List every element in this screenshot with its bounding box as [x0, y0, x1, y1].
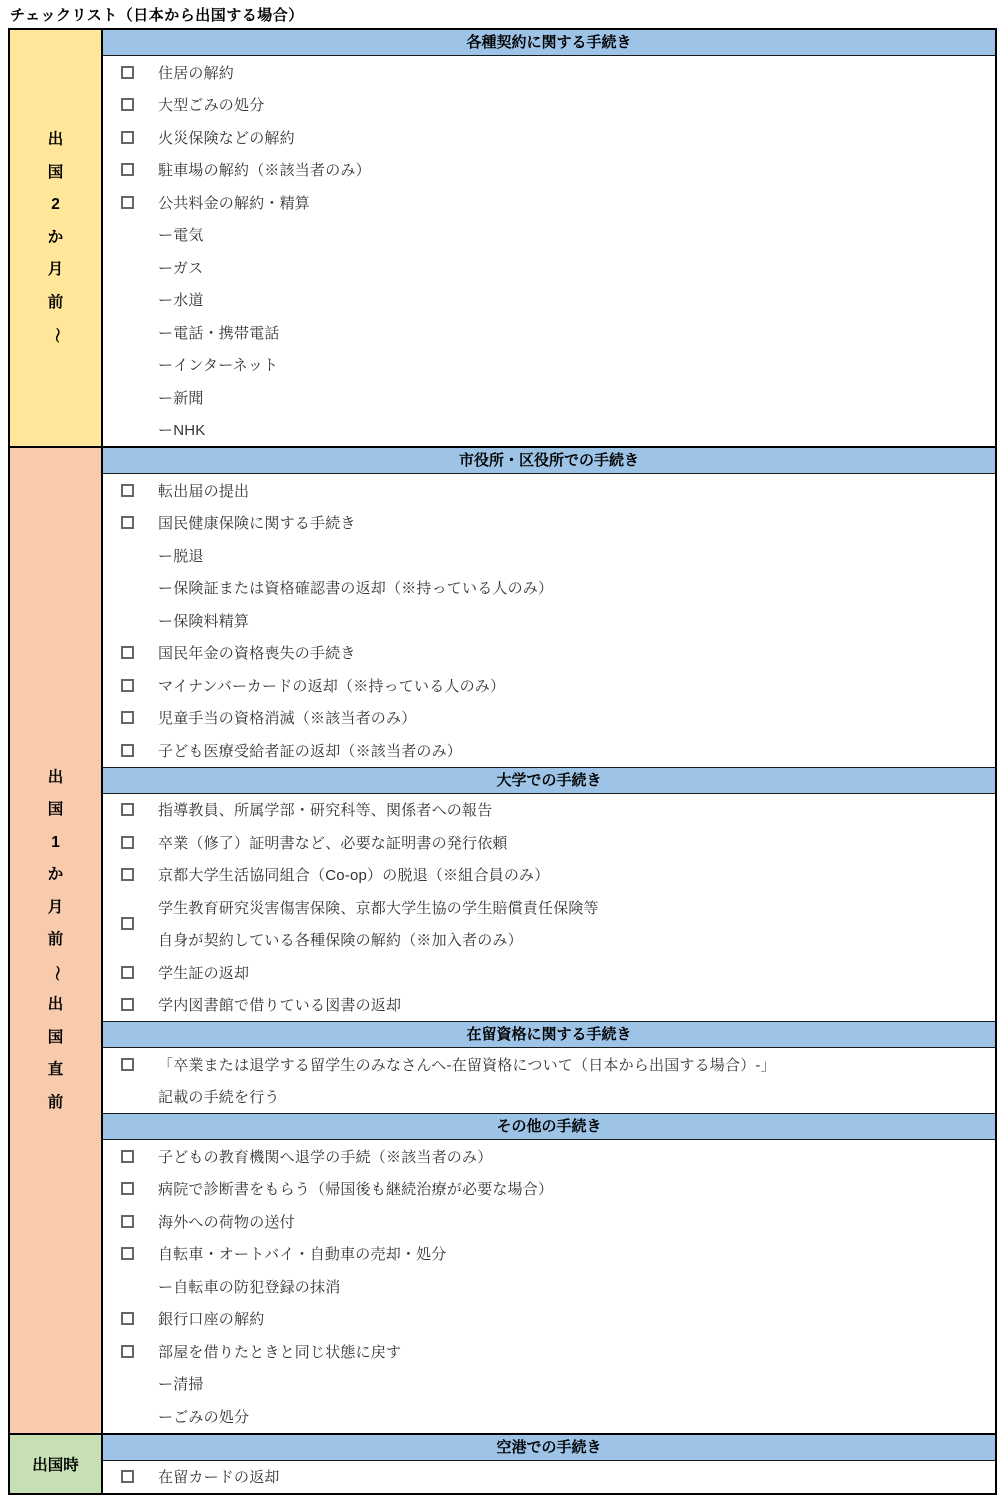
wave-dash-char: 〜 — [47, 964, 65, 981]
sub-item — [103, 539, 995, 572]
checkbox[interactable] — [121, 1215, 134, 1228]
period-char: 月 — [47, 261, 64, 279]
period-section-one-month-before — [10, 446, 995, 1433]
checklist-item — [103, 956, 995, 989]
checklist-item — [103, 702, 995, 735]
period-char: 月 — [47, 898, 64, 916]
period-char: 出 — [47, 996, 64, 1013]
checklist-item-multiline — [103, 1048, 995, 1113]
sub-item-label: ーガス — [158, 259, 204, 277]
sub-item — [103, 219, 995, 252]
period-char: 前 — [47, 931, 64, 948]
checklist-item — [103, 1303, 995, 1336]
period-char: 出 — [47, 131, 64, 149]
item-label: 学内図書館で借りている図書の返却 — [158, 997, 402, 1015]
checkbox[interactable] — [121, 998, 134, 1011]
procedure-group — [103, 30, 995, 446]
period-section-two-months-before — [10, 30, 995, 446]
section-content — [103, 448, 995, 1433]
sub-item — [103, 284, 995, 317]
sub-item-label: ー新聞 — [158, 389, 204, 407]
item-label: 大型ごみの処分 — [158, 97, 265, 115]
checklist-item — [103, 1205, 995, 1238]
sub-item-label: ー保険料精算 — [158, 612, 250, 630]
period-char: か — [47, 866, 64, 883]
item-label: 国民健康保険に関する手続き — [158, 515, 356, 533]
checkbox[interactable] — [121, 1150, 134, 1163]
item-label: 海外への荷物の送付 — [158, 1213, 295, 1231]
checkbox[interactable] — [121, 516, 134, 529]
checklist-item — [103, 734, 995, 767]
checklist-item — [103, 637, 995, 670]
period-char: 直 — [47, 1061, 64, 1078]
checklist-item — [103, 56, 995, 89]
checklist-item — [103, 826, 995, 859]
checklist-item — [103, 989, 995, 1022]
sub-item-label: ー自転車の防犯登録の抹消 — [158, 1278, 341, 1296]
sub-item — [103, 1270, 995, 1303]
procedure-group — [103, 767, 995, 1022]
checkbox[interactable] — [121, 163, 134, 176]
section-content — [103, 1435, 995, 1494]
procedure-group — [103, 1435, 995, 1494]
procedure-group — [103, 448, 995, 767]
period-char: 出 — [47, 768, 64, 786]
sub-item — [103, 349, 995, 382]
period-cell-one-month-before — [10, 448, 103, 1433]
sub-item-label: ー清掃 — [158, 1376, 204, 1394]
item-label: 火災保険などの解約 — [158, 129, 295, 147]
item-label: 児童手当の資格消滅（※該当者のみ） — [158, 710, 417, 728]
checkbox[interactable] — [121, 1247, 134, 1260]
checkbox[interactable] — [121, 1182, 134, 1195]
checkbox[interactable] — [121, 868, 134, 881]
item-label: 駐車場の解約（※該当者のみ） — [158, 162, 371, 180]
section-content — [103, 30, 995, 446]
checklist-item — [103, 186, 995, 219]
item-line: 「卒業または退学する留学生のみなさんへ-在留資格について（日本から出国する場合）-」 — [158, 1056, 776, 1074]
period-char: か — [47, 228, 64, 246]
sub-item — [103, 414, 995, 447]
checkbox[interactable] — [121, 917, 134, 930]
checkbox[interactable] — [121, 744, 134, 757]
page-title: チェックリスト（日本から出国する場合） — [10, 7, 304, 24]
checklist-item — [103, 154, 995, 187]
sub-item-label: ーごみの処分 — [158, 1408, 250, 1426]
item-label: マイナンバーカードの返却（※持っている人のみ） — [158, 677, 506, 695]
procedure-group — [103, 1021, 995, 1113]
checkbox[interactable] — [121, 1345, 134, 1358]
period-cell-two-months-before — [10, 30, 103, 446]
item-label: 卒業（修了）証明書など、必要な証明書の発行依頼 — [158, 834, 508, 852]
sub-item-label: ー電気 — [158, 227, 204, 245]
checkbox[interactable] — [121, 679, 134, 692]
group-header: 各種契約に関する手続き — [103, 30, 995, 56]
checkbox[interactable] — [121, 646, 134, 659]
group-header: 大学での手続き — [103, 767, 995, 794]
item-label: 転出届の提出 — [158, 482, 250, 500]
sub-item-label: ーインターネット — [158, 357, 279, 375]
period-char: 国 — [47, 163, 64, 181]
item-lines — [158, 1048, 776, 1113]
checklist-item-multiline — [103, 891, 995, 956]
item-line: 自身が契約している各種保険の解約（※加入者のみ） — [158, 932, 523, 950]
item-label: 住居の解約 — [158, 64, 235, 82]
checkbox[interactable] — [121, 131, 134, 144]
item-label: 病院で診断書をもらう（帰国後も継続治療が必要な場合） — [158, 1181, 554, 1199]
checklist-item — [103, 1140, 995, 1173]
checklist-item — [103, 669, 995, 702]
group-header: 在留資格に関する手続き — [103, 1021, 995, 1048]
item-label: 公共料金の解約・精算 — [158, 194, 311, 212]
item-label: 自転車・オートバイ・自動車の売却・処分 — [158, 1246, 447, 1264]
wave-dash-char: 〜 — [47, 327, 65, 344]
sub-item-label: ー電話・携帯電話 — [158, 324, 280, 342]
item-label: 銀行口座の解約 — [158, 1311, 265, 1329]
item-label: 学生証の返却 — [158, 964, 250, 982]
sub-item — [103, 1400, 995, 1433]
checklist-item — [103, 1461, 995, 1494]
checklist-item — [103, 1238, 995, 1271]
checkbox[interactable] — [121, 711, 134, 724]
sub-item — [103, 604, 995, 637]
sub-item — [103, 572, 995, 605]
sub-item — [103, 316, 995, 349]
checkbox[interactable] — [121, 98, 134, 111]
period-char: 前 — [47, 293, 64, 311]
checklist-item — [103, 474, 995, 507]
checklist-table — [8, 28, 997, 1495]
checkbox[interactable] — [121, 803, 134, 816]
period-char: 国 — [47, 801, 64, 818]
item-label: 部屋を借りたときと同じ状態に戻す — [158, 1343, 402, 1361]
period-label: 出国時 — [32, 1456, 79, 1474]
sub-item — [103, 251, 995, 284]
period-char: 国 — [47, 1028, 64, 1046]
checkbox[interactable] — [121, 836, 134, 849]
checklist-item — [103, 121, 995, 154]
checklist-item — [103, 89, 995, 122]
checklist-item — [103, 859, 995, 892]
procedure-group — [103, 1113, 995, 1433]
checklist-item — [103, 1173, 995, 1206]
checklist-item — [103, 1335, 995, 1368]
period-char: 2 — [51, 196, 60, 214]
sub-item — [103, 1368, 995, 1401]
checkbox[interactable] — [121, 66, 134, 79]
item-label: 子どもの教育機関へ退学の手続（※該当者のみ） — [158, 1148, 493, 1166]
period-cell-at-departure — [10, 1435, 103, 1494]
item-line: 学生教育研究災害傷害保険、京都大学生協の学生賠償責任保険等 — [158, 899, 599, 917]
checklist-item — [103, 794, 995, 827]
item-line: 記載の手続を行う — [158, 1089, 280, 1107]
period-char: 前 — [47, 1093, 64, 1111]
item-label: 在留カードの返却 — [158, 1469, 280, 1487]
sub-item-label: ー水道 — [158, 292, 204, 310]
sub-item-label: ー脱退 — [158, 547, 204, 565]
item-lines — [158, 891, 599, 956]
group-header: 市役所・区役所での手続き — [103, 448, 995, 474]
group-header: 空港での手続き — [103, 1435, 995, 1461]
group-header: その他の手続き — [103, 1113, 995, 1140]
checkbox[interactable] — [121, 966, 134, 979]
item-label: 京都大学生活協同組合（Co-op）の脱退（※組合員のみ） — [158, 867, 550, 885]
item-label: 指導教員、所属学部・研究科等、関係者への報告 — [158, 802, 493, 820]
checkbox[interactable] — [121, 1312, 134, 1325]
checkbox[interactable] — [121, 1058, 134, 1071]
sub-item-label: ーNHK — [158, 422, 206, 440]
item-label: 子ども医療受給者証の返却（※該当者のみ） — [158, 742, 463, 760]
checkbox[interactable] — [121, 1470, 134, 1483]
checklist-item — [103, 507, 995, 540]
period-char: 1 — [51, 833, 60, 851]
item-label: 国民年金の資格喪失の手続き — [158, 645, 356, 663]
checkbox[interactable] — [121, 196, 134, 209]
checkbox[interactable] — [121, 484, 134, 497]
sub-item-label: ー保険証または資格確認書の返却（※持っている人のみ） — [158, 580, 554, 598]
sub-item — [103, 381, 995, 414]
period-section-at-departure — [10, 1433, 995, 1494]
